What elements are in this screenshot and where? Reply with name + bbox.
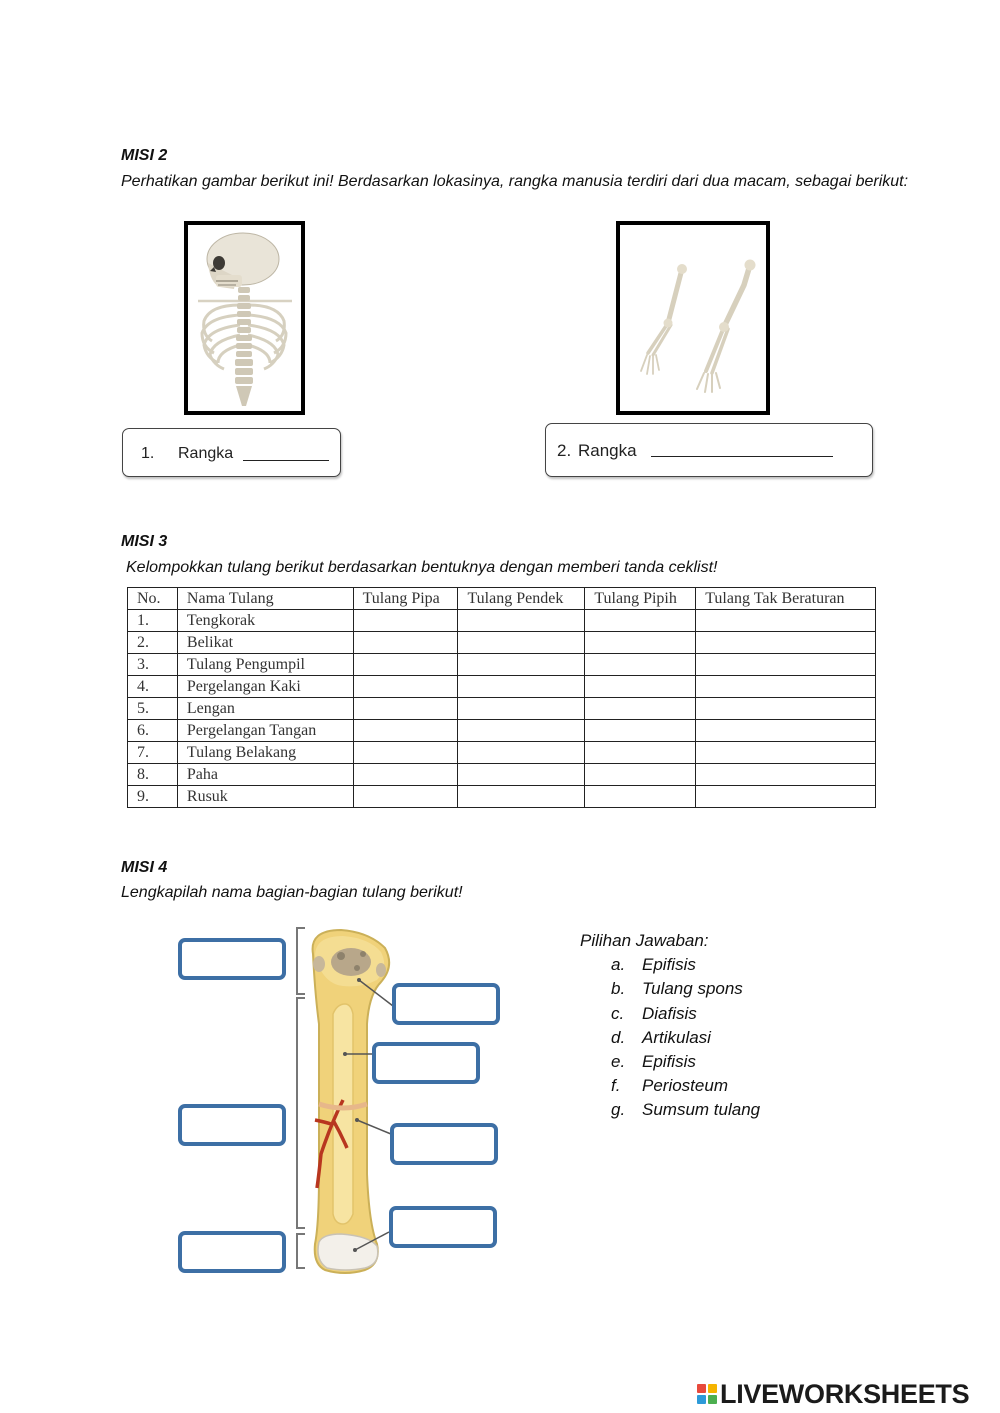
misi3-heading: MISI 3 bbox=[121, 533, 168, 550]
option-letter: a. bbox=[611, 955, 626, 975]
checkbox-cell-tulang-tak-beraturan[interactable] bbox=[696, 720, 876, 742]
option-letter: f. bbox=[611, 1076, 621, 1096]
row-number: 2. bbox=[128, 632, 178, 654]
checkbox-cell-tulang-pipih[interactable] bbox=[585, 742, 696, 764]
answer-box-1[interactable] bbox=[122, 428, 341, 477]
row-number: 8. bbox=[128, 764, 178, 786]
bone-name: Rusuk bbox=[177, 786, 353, 808]
label-box-periosteum[interactable] bbox=[390, 1123, 498, 1165]
option-text: Sumsum tulang bbox=[642, 1100, 761, 1120]
checkbox-cell-tulang-pendek[interactable] bbox=[458, 720, 585, 742]
misi2-instruction: Perhatikan gambar berikut ini! Berdasarkan lokasinya, rangka manusia terdiri dari dua macam, sebagai berikut: bbox=[121, 173, 909, 190]
logo-square bbox=[697, 1384, 706, 1393]
liveworksheets-logo bbox=[697, 1378, 969, 1410]
options-title: Pilihan Jawaban: bbox=[580, 931, 709, 950]
checkbox-cell-tulang-pipa[interactable] bbox=[353, 632, 458, 654]
column-header-tulang-pipih: Tulang Pipih bbox=[585, 588, 696, 610]
liveworksheets-logo-icon bbox=[697, 1384, 717, 1404]
checkbox-cell-tulang-pendek[interactable] bbox=[458, 654, 585, 676]
checkbox-cell-tulang-pipih[interactable] bbox=[585, 786, 696, 808]
row-number: 1. bbox=[128, 610, 178, 632]
label-box-articular[interactable] bbox=[389, 1206, 497, 1248]
column-header-tulang-pendek: Tulang Pendek bbox=[458, 588, 585, 610]
row-number: 7. bbox=[128, 742, 178, 764]
bone-name: Lengan bbox=[177, 698, 353, 720]
checkbox-cell-tulang-pendek[interactable] bbox=[458, 610, 585, 632]
bone-name: Tulang Belakang bbox=[177, 742, 353, 764]
checkbox-cell-tulang-pipa[interactable] bbox=[353, 698, 458, 720]
table-row bbox=[128, 720, 876, 742]
checkbox-cell-tulang-pipa[interactable] bbox=[353, 610, 458, 632]
checkbox-cell-tulang-pipa[interactable] bbox=[353, 720, 458, 742]
checkbox-cell-tulang-pipih[interactable] bbox=[585, 698, 696, 720]
checkbox-cell-tulang-pipih[interactable] bbox=[585, 764, 696, 786]
checkbox-cell-tulang-tak-beraturan[interactable] bbox=[696, 676, 876, 698]
checkbox-cell-tulang-pipih[interactable] bbox=[585, 610, 696, 632]
option-letter: e. bbox=[611, 1052, 626, 1072]
answer-1-number: 1. bbox=[141, 445, 155, 462]
checkbox-cell-tulang-tak-beraturan[interactable] bbox=[696, 698, 876, 720]
option-text: Artikulasi bbox=[642, 1027, 711, 1047]
option-text: Tulang spons bbox=[642, 979, 743, 999]
bone-name: Tengkorak bbox=[177, 610, 353, 632]
column-header-tulang-tak-beraturan: Tulang Tak Beraturan bbox=[696, 588, 876, 610]
checkbox-cell-tulang-pipa[interactable] bbox=[353, 742, 458, 764]
row-number: 5. bbox=[128, 698, 178, 720]
row-number: 9. bbox=[128, 786, 178, 808]
logo-square bbox=[708, 1395, 717, 1404]
bone-name: Pergelangan Tangan bbox=[177, 720, 353, 742]
label-box-spongy-bone[interactable] bbox=[392, 983, 500, 1025]
checkbox-cell-tulang-tak-beraturan[interactable] bbox=[696, 764, 876, 786]
row-number: 3. bbox=[128, 654, 178, 676]
misi3-instruction: Kelompokkan tulang berikut berdasarkan bentuknya dengan memberi tanda ceklist! bbox=[126, 559, 718, 576]
column-header-name: Nama Tulang bbox=[177, 588, 353, 610]
table-row bbox=[128, 742, 876, 764]
answer-2-blank[interactable] bbox=[651, 442, 833, 457]
row-number: 6. bbox=[128, 720, 178, 742]
checkbox-cell-tulang-pipih[interactable] bbox=[585, 676, 696, 698]
option-letter: d. bbox=[611, 1027, 626, 1047]
answer-1-label: Rangka bbox=[178, 445, 234, 462]
answer-2-label: Rangka bbox=[578, 441, 637, 460]
table-row bbox=[128, 676, 876, 698]
checkbox-cell-tulang-pendek[interactable] bbox=[458, 698, 585, 720]
option-item bbox=[611, 953, 760, 977]
option-item bbox=[611, 1026, 760, 1050]
option-text: Diafisis bbox=[642, 1003, 697, 1023]
option-letter: c. bbox=[611, 1003, 625, 1023]
option-letter: g. bbox=[611, 1100, 626, 1120]
checkbox-cell-tulang-pipih[interactable] bbox=[585, 654, 696, 676]
misi2-heading: MISI 2 bbox=[121, 147, 168, 164]
checkbox-cell-tulang-tak-beraturan[interactable] bbox=[696, 786, 876, 808]
checkbox-cell-tulang-pipa[interactable] bbox=[353, 676, 458, 698]
checkbox-cell-tulang-pipa[interactable] bbox=[353, 654, 458, 676]
column-header-no: No. bbox=[128, 588, 178, 610]
option-item bbox=[611, 1098, 760, 1122]
misi4-instruction: Lengkapilah nama bagian-bagian tulang berikut! bbox=[121, 884, 463, 901]
table-row bbox=[128, 610, 876, 632]
bone-name: Pergelangan Kaki bbox=[177, 676, 353, 698]
checkbox-cell-tulang-tak-beraturan[interactable] bbox=[696, 654, 876, 676]
table-row bbox=[128, 698, 876, 720]
table-row bbox=[128, 632, 876, 654]
liveworksheets-text: LIVEWORKSHEETS bbox=[720, 1378, 970, 1409]
option-text: Epifisis bbox=[642, 1052, 696, 1072]
answer-options bbox=[580, 929, 760, 1123]
table-header-row bbox=[128, 588, 876, 610]
table-row bbox=[128, 764, 876, 786]
checkbox-cell-tulang-tak-beraturan[interactable] bbox=[696, 610, 876, 632]
checkbox-cell-tulang-pendek[interactable] bbox=[458, 742, 585, 764]
option-text: Periosteum bbox=[642, 1076, 728, 1096]
answer-2-number: 2. bbox=[557, 441, 572, 460]
bone-name: Tulang Pengumpil bbox=[177, 654, 353, 676]
checkbox-cell-tulang-tak-beraturan[interactable] bbox=[696, 742, 876, 764]
bone-name: Belikat bbox=[177, 632, 353, 654]
checkbox-cell-tulang-pendek[interactable] bbox=[458, 676, 585, 698]
axial-skeleton-icon bbox=[188, 225, 301, 411]
logo-square bbox=[708, 1384, 717, 1393]
label-box-epiphysis-bottom[interactable] bbox=[178, 1231, 286, 1273]
checkbox-cell-tulang-pendek[interactable] bbox=[458, 632, 585, 654]
option-letter: b. bbox=[611, 979, 626, 999]
checkbox-cell-tulang-pipih[interactable] bbox=[585, 720, 696, 742]
option-text: Epifisis bbox=[642, 955, 696, 975]
appendicular-skeleton-image bbox=[616, 221, 770, 415]
label-box-epiphysis-top[interactable] bbox=[178, 938, 286, 980]
option-item bbox=[611, 1074, 760, 1098]
checkbox-cell-tulang-pendek[interactable] bbox=[458, 786, 585, 808]
checkbox-cell-tulang-pipa[interactable] bbox=[353, 786, 458, 808]
checkbox-cell-tulang-pipih[interactable] bbox=[585, 632, 696, 654]
answer-box-2[interactable] bbox=[545, 423, 873, 477]
label-box-marrow[interactable] bbox=[372, 1042, 480, 1084]
table-row bbox=[128, 654, 876, 676]
checkbox-cell-tulang-tak-beraturan[interactable] bbox=[696, 632, 876, 654]
answer-1-blank[interactable] bbox=[243, 446, 329, 461]
axial-skeleton-image bbox=[184, 221, 305, 415]
option-item bbox=[611, 1002, 760, 1026]
column-header-tulang-pipa: Tulang Pipa bbox=[353, 588, 458, 610]
row-number: 4. bbox=[128, 676, 178, 698]
option-item bbox=[611, 1050, 760, 1074]
bone-name: Paha bbox=[177, 764, 353, 786]
table-row bbox=[128, 786, 876, 808]
logo-square bbox=[697, 1395, 706, 1404]
misi4-heading: MISI 4 bbox=[121, 859, 168, 876]
bone-classification-table bbox=[127, 587, 876, 808]
label-box-diaphysis[interactable] bbox=[178, 1104, 286, 1146]
checkbox-cell-tulang-pipa[interactable] bbox=[353, 764, 458, 786]
appendicular-skeleton-icon bbox=[620, 225, 766, 411]
option-item bbox=[611, 977, 760, 1001]
checkbox-cell-tulang-pendek[interactable] bbox=[458, 764, 585, 786]
